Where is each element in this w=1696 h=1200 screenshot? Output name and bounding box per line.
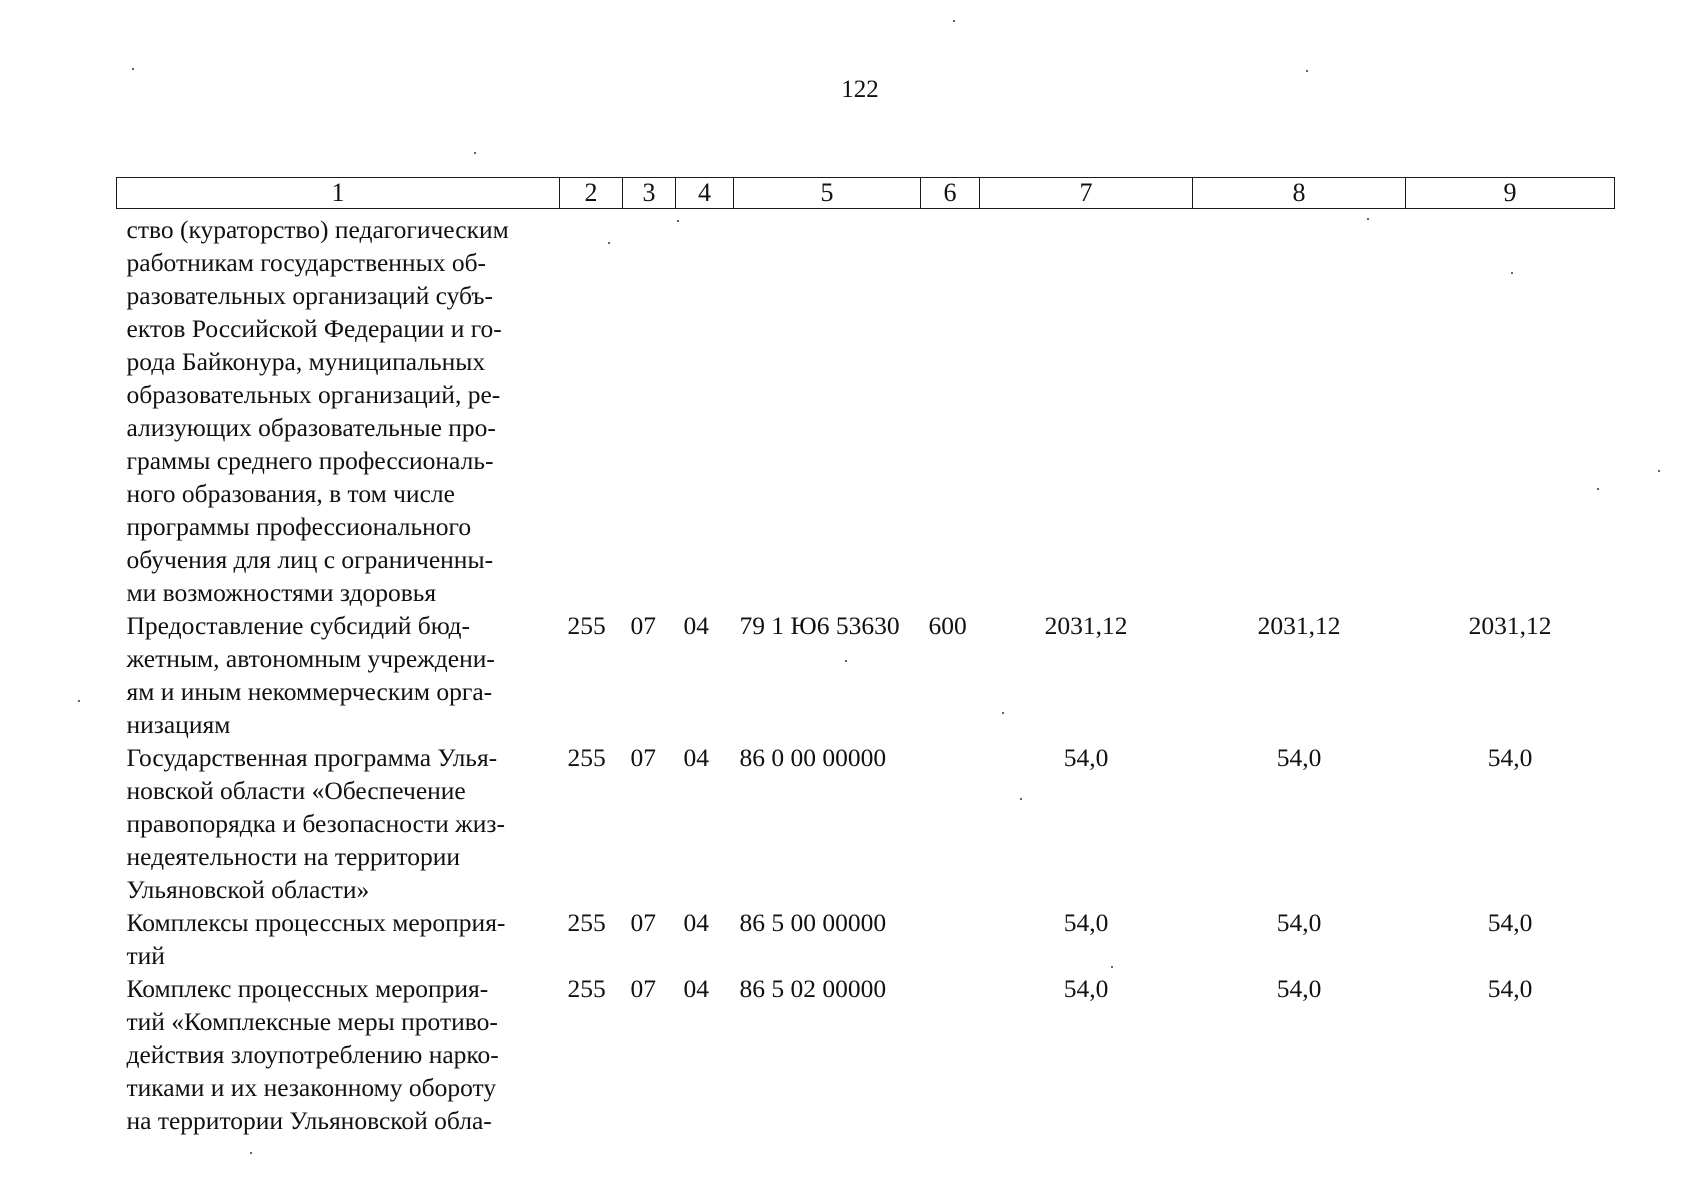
cell-amount-7: 54,0: [1063, 908, 1109, 937]
cell-amount-9: [1406, 209, 1615, 610]
description-line: Государственная программа Улья-: [126, 743, 498, 772]
scan-speck: [677, 220, 679, 222]
column-header: 5: [734, 178, 921, 209]
cell-subsection-code: 04: [683, 743, 709, 772]
scan-speck: [1111, 966, 1113, 968]
scan-speck: [1658, 470, 1660, 472]
scan-speck: [1367, 218, 1369, 220]
column-header: 9: [1406, 178, 1615, 209]
table-row: [117, 972, 1615, 1137]
cell-target-code: 86 5 00 00000: [739, 908, 887, 937]
description-line: граммы среднего профессиональ-: [126, 446, 494, 475]
cell-amount-9: 54,0: [1487, 974, 1533, 1003]
cell-section-code: 07: [630, 611, 656, 640]
cell-expense-type: [921, 906, 980, 972]
cell-subsection-code: 04: [683, 908, 709, 937]
description-line: правопорядка и безопасности жиз-: [126, 809, 505, 838]
description-line: ного образования, в том числе: [126, 479, 455, 508]
cell-amount-8: 2031,12: [1257, 611, 1341, 640]
description-line: ми возможностями здоровья: [126, 578, 437, 607]
cell-subsection-code: 04: [683, 611, 709, 640]
scan-speck: [953, 20, 955, 22]
cell-section-code: [623, 209, 676, 610]
cell-amount-8: 54,0: [1276, 743, 1322, 772]
scan-speck: [1511, 272, 1513, 274]
row-description: [117, 906, 560, 972]
scan-speck: [132, 68, 134, 70]
scan-speck: [1002, 712, 1004, 714]
cell-section-code: 07: [630, 908, 656, 937]
description-line: Комплекс процессных мероприя-: [126, 974, 489, 1003]
description-line: ализующих образовательные про-: [126, 413, 496, 442]
cell-amount-9: 54,0: [1487, 908, 1533, 937]
description-line: Комплексы процессных мероприя-: [126, 908, 506, 937]
column-header: 6: [921, 178, 980, 209]
description-line: тиками и их незаконному обороту: [126, 1073, 497, 1102]
description-line: тий «Комплексные меры противо-: [126, 1007, 498, 1036]
cell-section-code: 07: [630, 974, 656, 1003]
budget-table: [116, 177, 1615, 1137]
scan-speck: [250, 1152, 252, 1154]
description-line: образовательных организаций, ре-: [126, 380, 501, 409]
description-line: жетным, автономным учреждени-: [126, 644, 495, 673]
row-description: [117, 741, 560, 906]
cell-expense-type: [921, 972, 980, 1137]
page-number: 122: [841, 76, 879, 103]
description-line: новской области «Обеспечение: [126, 776, 466, 805]
description-line: Ульяновской области»: [126, 875, 370, 904]
description-line: на территории Ульяновской обла-: [126, 1106, 492, 1135]
cell-amount-7: 2031,12: [1044, 611, 1128, 640]
description-line: ство (кураторство) педагогическим: [126, 215, 509, 244]
cell-amount-7: 54,0: [1063, 974, 1109, 1003]
description-line: работникам государственных об-: [126, 248, 487, 277]
description-line: рода Байконура, муниципальных: [126, 347, 486, 376]
cell-ministry-code: 255: [567, 743, 606, 772]
cell-target-code: 86 0 00 00000: [739, 743, 887, 772]
description-line: разовательных организаций субъ-: [126, 281, 494, 310]
column-header: 4: [676, 178, 734, 209]
cell-amount-7: 54,0: [1063, 743, 1109, 772]
scan-speck: [474, 152, 476, 154]
column-header: 1: [117, 178, 560, 209]
cell-amount-8: [1193, 209, 1406, 610]
scan-speck: [1597, 488, 1599, 490]
row-description: [117, 972, 560, 1137]
column-header: 8: [1193, 178, 1406, 209]
cell-subsection-code: [676, 209, 734, 610]
row-description: [117, 209, 560, 610]
cell-amount-8: 54,0: [1276, 974, 1322, 1003]
column-header: 7: [980, 178, 1193, 209]
table-row: [117, 741, 1615, 906]
description-line: обучения для лиц с ограниченны-: [126, 545, 494, 574]
table-row: [117, 906, 1615, 972]
scan-speck: [845, 660, 847, 662]
description-line: низациям: [126, 710, 231, 739]
cell-ministry-code: 255: [567, 908, 606, 937]
cell-target-code: 86 5 02 00000: [739, 974, 887, 1003]
description-line: тий: [126, 941, 165, 970]
scan-speck: [1020, 798, 1022, 800]
cell-target-code: [734, 209, 921, 610]
cell-amount-8: 54,0: [1276, 908, 1322, 937]
cell-expense-type: [921, 209, 980, 610]
scan-speck: [608, 242, 610, 244]
description-line: ям и иным некоммерческим орга-: [126, 677, 493, 706]
cell-target-code: 79 1 Ю6 53630: [739, 611, 900, 640]
description-line: ектов Российской Федерации и го-: [126, 314, 502, 343]
description-line: программы профессионального: [126, 512, 472, 541]
cell-expense-type: [921, 741, 980, 906]
table-row: [117, 609, 1615, 741]
column-header: 2: [560, 178, 623, 209]
description-line: недеятельности на территории: [126, 842, 461, 871]
cell-ministry-code: 255: [567, 611, 606, 640]
row-description: [117, 609, 560, 741]
cell-amount-9: 2031,12: [1468, 611, 1552, 640]
column-header: 3: [623, 178, 676, 209]
description-line: Предоставление субсидий бюд-: [126, 611, 471, 640]
table-row: [117, 209, 1615, 610]
cell-ministry-code: [560, 209, 623, 610]
cell-expense-type: 600: [928, 611, 967, 640]
scan-speck: [78, 700, 80, 702]
cell-subsection-code: 04: [683, 974, 709, 1003]
table-header-row: [117, 178, 1615, 209]
cell-amount-9: 54,0: [1487, 743, 1533, 772]
description-line: действия злоупотреблению нарко-: [126, 1040, 499, 1069]
scan-speck: [1306, 70, 1308, 72]
cell-section-code: 07: [630, 743, 656, 772]
cell-ministry-code: 255: [567, 974, 606, 1003]
cell-amount-7: [980, 209, 1193, 610]
